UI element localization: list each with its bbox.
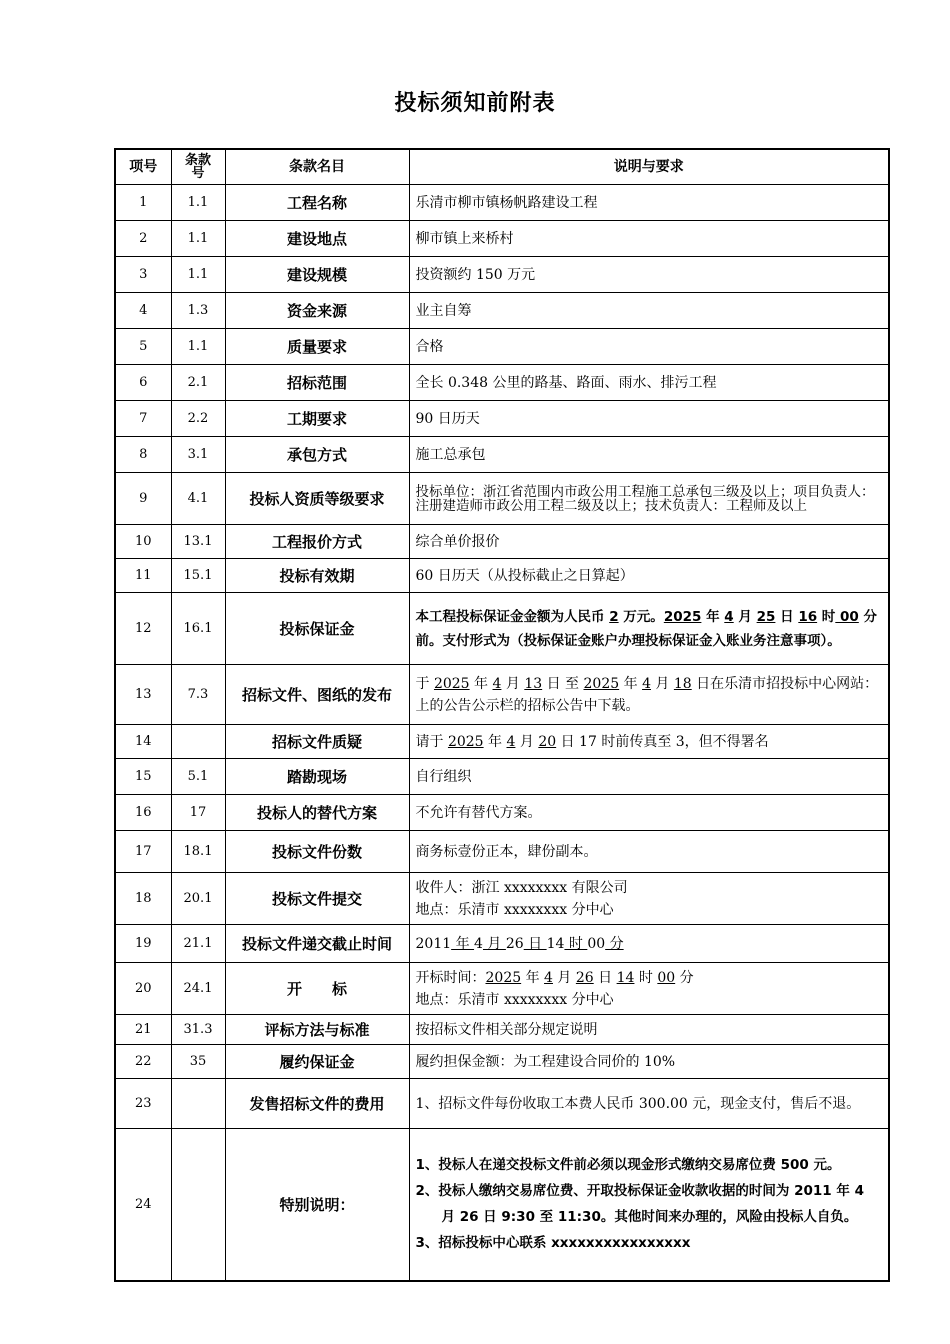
description-text: 请于 [415,733,448,750]
clause-number: 31.3 [171,1015,225,1045]
clause-number [171,725,225,759]
description-filled-value: 4 [544,969,553,986]
description-text: 月 [552,969,576,986]
description-cell: 投资额约 150 万元 [409,257,889,293]
description-filled-value: 日 [523,935,547,952]
clause-name: 投标有效期 [225,559,409,593]
clause-number: 21.1 [171,925,225,963]
clause-number: 1.1 [171,329,225,365]
clause-name: 评标方法与标准 [225,1015,409,1045]
description-filled-value: 00 [835,608,859,625]
clause-name: 招标文件、图纸的发布 [225,665,409,725]
description-cell [409,963,889,1015]
description-cell: 综合单价报价 [409,525,889,559]
clause-name: 承包方式 [225,437,409,473]
description-filled-value: 2025 [485,969,522,986]
clause-name: 投标人资质等级要求 [225,473,409,525]
description-cell: 不允许有替代方案。 [409,795,889,831]
table-row [115,257,889,293]
clause-name: 建设地点 [225,221,409,257]
row-number: 12 [115,593,171,665]
clause-number: 18.1 [171,831,225,873]
description-cell: 1、招标文件每份收取工本费人民币 300.00 元，现金支付，售后不退。 [409,1079,889,1129]
description-filled-value: 分 [605,935,624,952]
row-number: 5 [115,329,171,365]
row-number: 4 [115,293,171,329]
row-number: 2 [115,221,171,257]
special-note-item: 2、投标人缴纳交易席位费、开取投标保证金收款收据的时间为 2011 年 4 月 26 日 9:30 至 11:30。其他时间来办理的，风险由投标人自负。 [415,1183,864,1226]
table-row [115,525,889,559]
description-filled-value: 00 [657,969,676,986]
clause-number: 16.1 [171,593,225,665]
description-cell: 投标单位：浙江省范围内市政公用工程施工总承包三级及以上；项目负责人：注册建造师市政公用工程二级及以上；技术负责人：工程师及以上 [409,473,889,525]
description-cell: 合格 [409,329,889,365]
clause-name: 工程名称 [225,185,409,221]
description-filled-value: 14 [616,969,635,986]
clause-name: 投标保证金 [225,593,409,665]
special-note-item: 1、投标人在递交投标文件前必须以现金形式缴纳交易席位费 500 元。 [415,1157,841,1174]
description-filled-value: 13 [524,675,543,692]
table-row [115,963,889,1015]
table-row [115,725,889,759]
row-number: 22 [115,1045,171,1079]
clause-number [171,1079,225,1129]
row-number: 11 [115,559,171,593]
row-number: 6 [115,365,171,401]
clause-number: 5.1 [171,759,225,795]
description-text: 日 [775,608,799,625]
row-number: 19 [115,925,171,963]
description-filled-value: 18 [673,675,692,692]
description-filled-value: 2025 [583,675,620,692]
description-text: 分 [675,969,694,986]
description-cell: 按招标文件相关部分规定说明 [409,1015,889,1045]
clause-number: 4.1 [171,473,225,525]
description-filled-value: 月 [482,935,506,952]
description-text: 时 [817,608,836,625]
row-number: 18 [115,873,171,925]
description-filled-value: 时 [564,935,588,952]
clause-number: 13.1 [171,525,225,559]
row-number: 13 [115,665,171,725]
clause-number: 1.1 [171,257,225,293]
description-filled-value: 2025 [433,675,470,692]
description-text: 日 17 时前传真至 3，但不得署名 [556,733,769,750]
table-row [115,559,889,593]
description-filled-value: 20 [538,733,557,750]
page-title: 投标须知前附表 [394,91,556,116]
table-row [115,365,889,401]
description-filled-value: 2 [609,608,619,625]
clause-name: 招标范围 [225,365,409,401]
description-text: 分前。支付形式为（投标保证金账户办理投标保证金入账业务注意事项）。 [415,608,878,649]
description-text: 日 [593,969,617,986]
table-body [115,185,889,1281]
description-filled-value: 4 [724,608,734,625]
table-row [115,329,889,365]
description-filled-value: 4 [642,675,651,692]
description-text: 月 [501,675,525,692]
row-number: 14 [115,725,171,759]
clause-name: 投标文件递交截止时间 [225,925,409,963]
description-text: 年 [521,969,545,986]
clause-name: 开 标 [225,963,409,1015]
header-clause-text: 条款号 [184,153,211,181]
row-number: 1 [115,185,171,221]
clause-name: 投标文件份数 [225,831,409,873]
table-row [115,873,889,925]
row-number: 3 [115,257,171,293]
special-note-item: 3、招标投标中心联系 xxxxxxxxxxxxxxxx [415,1235,691,1252]
clause-number: 35 [171,1045,225,1079]
description-text: 月 [515,733,539,750]
clause-number: 17 [171,795,225,831]
clause-name: 投标人的替代方案 [225,795,409,831]
table-row [115,1015,889,1045]
table-row [115,473,889,525]
description-text: 万元。 [618,608,664,625]
description-text: 26 [505,935,524,952]
table-row [115,795,889,831]
description-text: 4 [474,935,483,952]
row-number: 15 [115,759,171,795]
table-row [115,925,889,963]
description-line: 地点：乐清市 xxxxxxxx 分中心 [415,901,614,918]
description-cell: 业主自筹 [409,293,889,329]
description-text: 于 [415,675,434,692]
table-row [115,759,889,795]
table-header-row [115,149,889,185]
description-text: 月 [650,675,674,692]
row-number: 17 [115,831,171,873]
description-cell: 履约担保金额：为工程建设合同价的 10% [409,1045,889,1079]
bid-notice-table [114,148,890,1282]
description-text: 2011 [415,935,452,952]
header-clause-name: 条款名目 [225,149,409,185]
header-clause-no [171,149,225,185]
description-cell: 60 日历天（从投标截止之日算起） [409,559,889,593]
description-filled-value: 2025 [663,608,702,625]
header-item-no: 项号 [115,149,171,185]
row-number: 24 [115,1129,171,1281]
description-cell: 柳市镇上来桥村 [409,221,889,257]
description-filled-value: 4 [492,675,502,692]
clause-name: 质量要求 [225,329,409,365]
description-text: 14 [546,935,565,952]
clause-number: 2.1 [171,365,225,401]
clause-number: 1.1 [171,221,225,257]
row-number: 21 [115,1015,171,1045]
table-row [115,593,889,665]
table-row [115,221,889,257]
clause-name: 投标文件提交 [225,873,409,925]
clause-name: 履约保证金 [225,1045,409,1079]
clause-number: 20.1 [171,873,225,925]
description-filled-value: 年 [451,935,475,952]
description-cell [409,593,889,665]
clause-number: 15.1 [171,559,225,593]
description-filled-value: 2025 [447,733,484,750]
clause-number: 24.1 [171,963,225,1015]
row-number: 8 [115,437,171,473]
header-description: 说明与要求 [409,149,889,185]
clause-number: 2.2 [171,401,225,437]
description-cell [409,725,889,759]
description-text: 年 [483,733,507,750]
row-number: 9 [115,473,171,525]
row-number: 16 [115,795,171,831]
description-text: 年 [701,608,725,625]
description-line: 收件人：浙江 xxxxxxxx 有限公司 [415,879,628,896]
description-text: 开标时间： [415,969,486,986]
description-filled-value: 25 [756,608,776,625]
row-number: 10 [115,525,171,559]
clause-name: 招标文件质疑 [225,725,409,759]
table-row [115,293,889,329]
description-text: 月 [733,608,757,625]
clause-name: 资金来源 [225,293,409,329]
description-text: 时 [634,969,658,986]
clause-number: 3.1 [171,437,225,473]
description-cell: 乐清市柳市镇杨帆路建设工程 [409,185,889,221]
description-line: 地点：乐清市 xxxxxxxx 分中心 [415,991,614,1008]
row-number: 23 [115,1079,171,1129]
description-filled-value: 26 [575,969,594,986]
clause-name: 踏勘现场 [225,759,409,795]
clause-name: 特别说明： [225,1129,409,1281]
description-cell: 自行组织 [409,759,889,795]
table-row [115,185,889,221]
description-cell: 90 日历天 [409,401,889,437]
clause-number: 1.1 [171,185,225,221]
description-cell: 全长 0.348 公里的路基、路面、雨水、排污工程 [409,365,889,401]
description-text: 本工程投标保证金金额为人民币 [415,608,610,625]
row-number: 20 [115,963,171,1015]
table-row [115,437,889,473]
description-text: 日在乐清市招投标中心网站：上的公告公示栏的招标公告中下载。 [415,675,879,714]
description-filled-value: 4 [506,733,516,750]
row-number: 7 [115,401,171,437]
table-row [115,1079,889,1129]
description-cell: 施工总承包 [409,437,889,473]
description-filled-value: 16 [798,608,818,625]
description-cell [409,873,889,925]
clause-name: 工程报价方式 [225,525,409,559]
table-row [115,831,889,873]
clause-name: 工期要求 [225,401,409,437]
table-row [115,1045,889,1079]
description-text: 年 [469,675,493,692]
table-row [115,401,889,437]
clause-number [171,1129,225,1281]
table-row [115,1129,889,1281]
clause-number: 1.3 [171,293,225,329]
description-text: 日 至 [542,675,584,692]
clause-number: 7.3 [171,665,225,725]
description-text: 00 [587,935,606,952]
description-cell [409,925,889,963]
clause-name: 建设规模 [225,257,409,293]
description-cell [409,665,889,725]
clause-name: 发售招标文件的费用 [225,1079,409,1129]
description-cell: 商务标壹份正本，肆份副本。 [409,831,889,873]
description-text: 年 [619,675,643,692]
description-cell [409,1129,889,1281]
table-row [115,665,889,725]
